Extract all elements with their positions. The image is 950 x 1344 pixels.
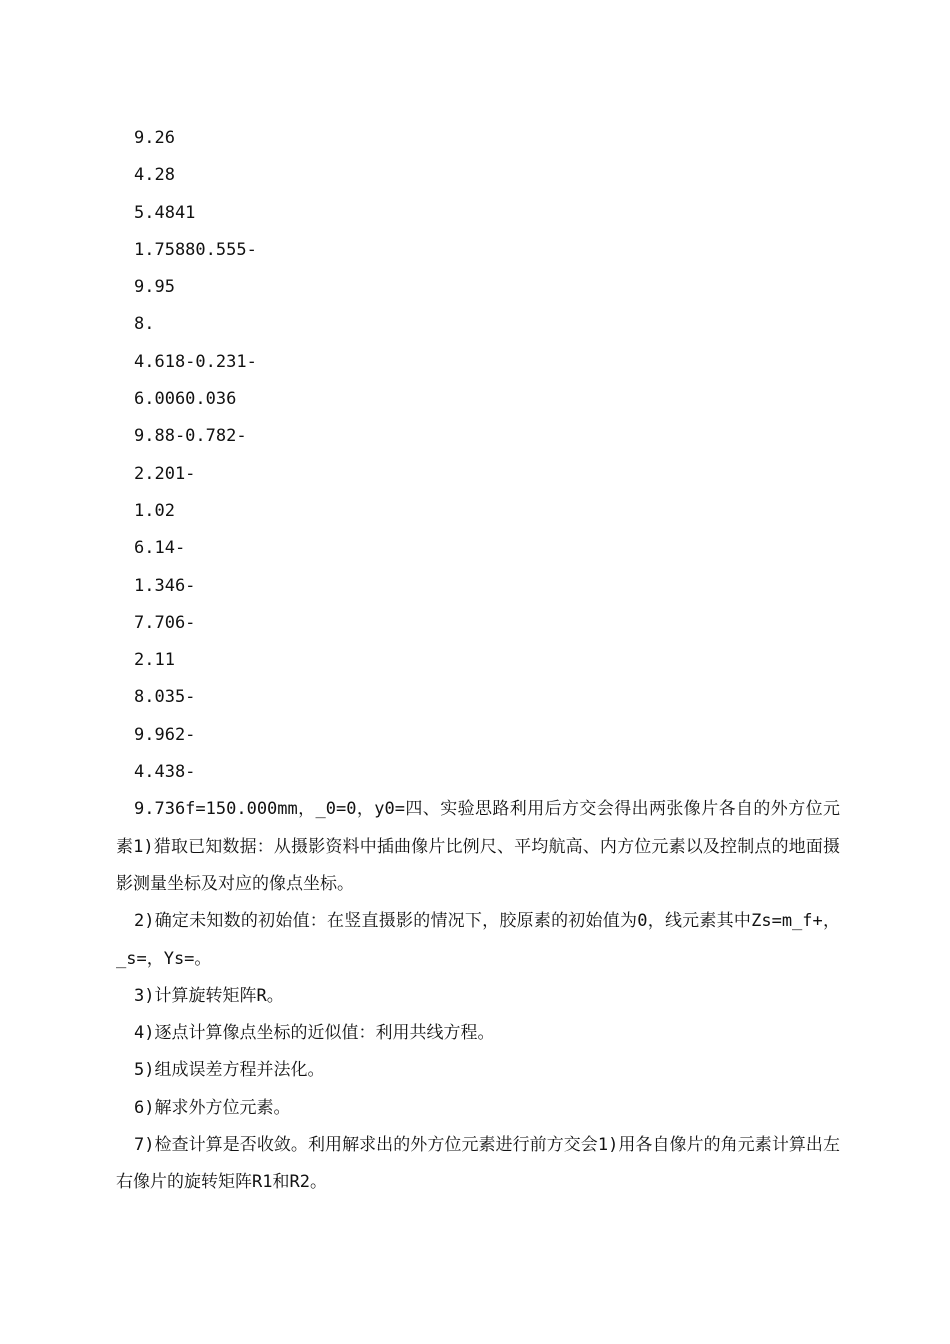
number-line: 6.0060.036 — [134, 389, 237, 410]
number-line: 6.14- — [134, 538, 186, 559]
paragraph-step-6: 6)解求外方位元素。 — [134, 1097, 291, 1118]
paragraph-step-7: 7)检查计算是否收敛。利用解求出的外方位元素进行前方交会1)用各自像片的角元素计算出左右像片的旋转矩阵R1和R2。 — [116, 1135, 840, 1193]
paragraph-step-2: 2)确定未知数的初始值：在竖直摄影的情况下，胶原素的初始值为0，线元素其中Zs=m_f+，_s=，Ys=。 — [116, 911, 840, 969]
number-line: 7.706- — [134, 612, 196, 633]
number-line: 9.95 — [134, 277, 175, 298]
number-line: 5.4841 — [134, 202, 196, 223]
number-line: 9.88-0.782- — [134, 426, 247, 447]
number-line: 2.201- — [134, 463, 196, 484]
number-line: 4.438- — [134, 762, 196, 783]
number-line: 4.28 — [134, 165, 175, 186]
number-line: 8. — [134, 314, 155, 335]
number-line: 1.75880.555- — [134, 239, 257, 260]
paragraph-step-5: 5)组成误差方程并法化。 — [134, 1060, 325, 1081]
number-line: 8.035- — [134, 687, 196, 708]
number-line: 4.618-0.231- — [134, 351, 257, 372]
number-line: 9.26 — [134, 128, 175, 148]
paragraph-step-4: 4)逐点计算像点坐标的近似值：利用共线方程。 — [134, 1023, 495, 1044]
paragraph-step-3: 3)计算旋转矩阵R。 — [134, 985, 284, 1006]
document-body — [116, 120, 840, 1202]
number-line: 9.962- — [134, 724, 196, 745]
number-line: 2.11 — [134, 650, 175, 671]
number-line: 1.346- — [134, 575, 196, 596]
paragraph-experiment-approach: 9.736f=150.000mm，_0=0，y0=四、实验思路利用后方交会得出两张像片各自的外方位元素1)猎取已知数据：从摄影资料中插曲像片比例尺、平均航高、内方位元素以及控制点的地面摄影测量坐标及对应的像点坐标。 — [116, 799, 840, 894]
number-line: 1.02 — [134, 500, 175, 521]
